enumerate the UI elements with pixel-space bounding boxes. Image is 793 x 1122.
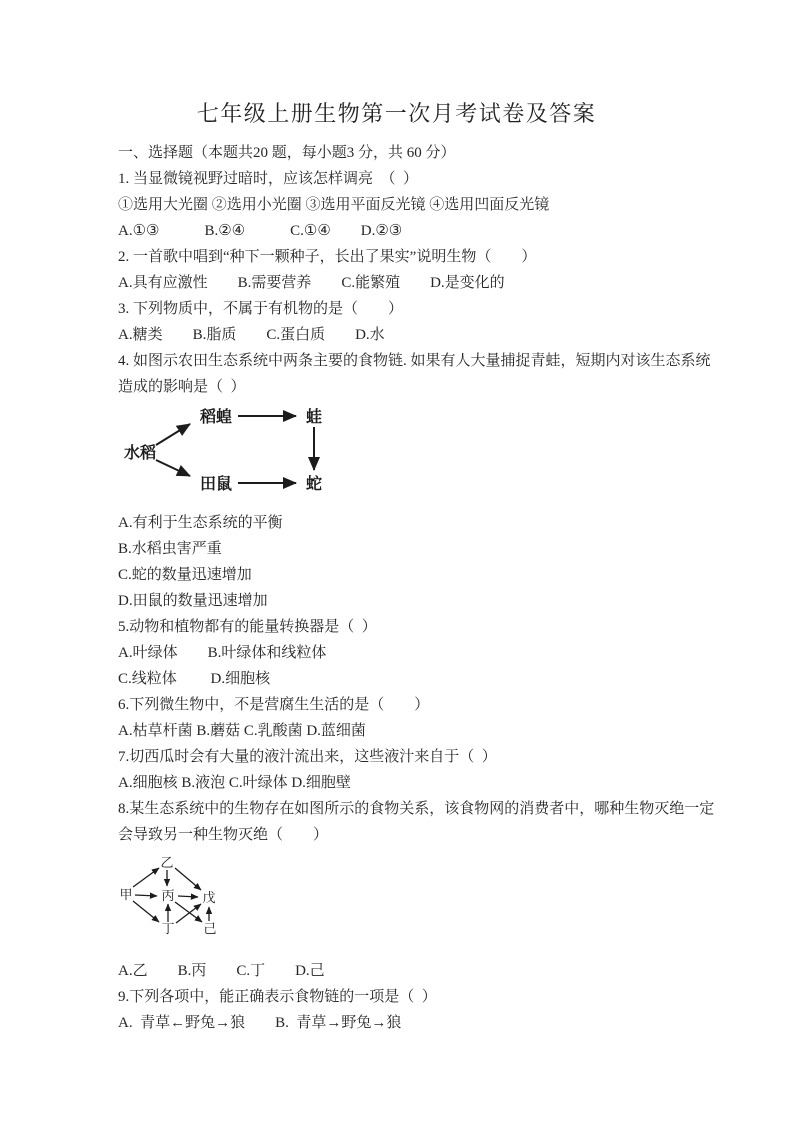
arrow-jia-bing [135,895,157,896]
node-jia: 甲 [119,887,133,902]
node-locust: 稻蝗 [199,409,233,426]
q8-stem-line2: 会导致另一种生物灭绝（ ） [118,827,329,843]
node-vole: 田鼠 [199,476,233,493]
arrow-jia-ding [133,901,159,922]
node-frog: 蛙 [305,409,323,426]
node-yi: 乙 [160,855,174,870]
node-rice: 水稻 [123,445,157,462]
q5-stem: 5.动物和植物都有的能量转换器是（ ） [118,619,377,635]
page-title: 七年级上册生物第一次月考试卷及答案 [196,101,597,126]
arrow-yi-wu [175,868,201,890]
q3-options: A.糖类 B.脂质 C.蛋白质 D.水 [118,327,385,343]
q4-option-b: B.水稻虫害严重 [118,541,222,557]
q9-options: A. 青草←野兔→狼 B. 青草→野兔→狼 [118,1015,402,1031]
node-ji: 己 [203,921,217,936]
q6-options: A.枯草杆菌 B.蘑菇 C.乳酸菌 D.蓝细菌 [118,723,366,739]
q7-options: A.细胞核 B.液泡 C.叶绿体 D.细胞壁 [118,775,351,791]
q1-options: A.①③ B.②④ C.①④ D.②③ [118,223,403,239]
q6-stem: 6.下列微生物中，不是营腐生生活的是（ ） [118,697,430,713]
arrow-rice-vole [156,460,190,476]
food-web-diagram [114,848,723,958]
q9-stem: 9.下列各项中，能正确表示食物链的一项是（ ） [118,989,437,1005]
q4-option-a: A.有利于生态系统的平衡 [118,515,283,531]
q4-option-c: C.蛇的数量迅速增加 [118,567,252,583]
q4-stem-line1: 4. 如图示农田生态系统中两条主要的食物链. 如果有人大量捕捉青蛙，短期内对该生态系统 [118,353,711,369]
node-snake: 蛇 [305,476,323,493]
q5-options-ab: A.叶绿体 B.叶绿体和线粒体 [118,645,327,661]
q8-options: A.乙 B.丙 C.丁 D.己 [118,963,325,979]
q2-options: A.具有应激性 B.需要营养 C.能繁殖 D.是变化的 [118,275,505,291]
arrow-jia-yi [133,868,159,887]
q5-options-cd: C.线粒体 D.细胞核 [118,671,271,687]
node-bing: 丙 [161,888,175,903]
node-wu: 戊 [202,890,216,905]
arrow-bing-ji [175,902,202,922]
arrow-ding-wu [176,904,201,923]
exam-body [0,140,793,1036]
q2-stem: 2. 一首歌中唱到“种下一颗种子，长出了果实”说明生物（ ） [118,249,537,265]
food-chain-svg [118,403,358,501]
q3-stem: 3. 下列物质中，不属于有机物的是（ ） [118,301,404,317]
q8-stem-line1: 8.某生态系统中的生物存在如图所示的食物关系，该食物网的消费者中，哪种生物灭绝一定 [118,801,715,817]
q1-stem: 1. 当显微镜视野过暗时，应该怎样调亮 （ ） [118,171,419,187]
section-header: 一、选择题（本题共20 题，每小题3 分，共 60 分） [118,145,456,161]
q4-stem-line2: 造成的影响是（ ） [118,379,246,395]
food-chain-diagram [118,400,723,510]
q4-option-d: D.田鼠的数量迅速增加 [118,593,268,609]
arrow-rice-locust [156,424,190,445]
arrow-bing-wu [178,896,198,897]
food-web-svg [114,852,242,944]
q1-items: ①选用大光圈 ②选用小光圈 ③选用平面反光镜 ④选用凹面反光镜 [118,197,550,213]
q7-stem: 7.切西瓜时会有大量的液汁流出来，这些液汁来自于（ ） [118,749,497,765]
node-ding: 丁 [161,921,175,936]
